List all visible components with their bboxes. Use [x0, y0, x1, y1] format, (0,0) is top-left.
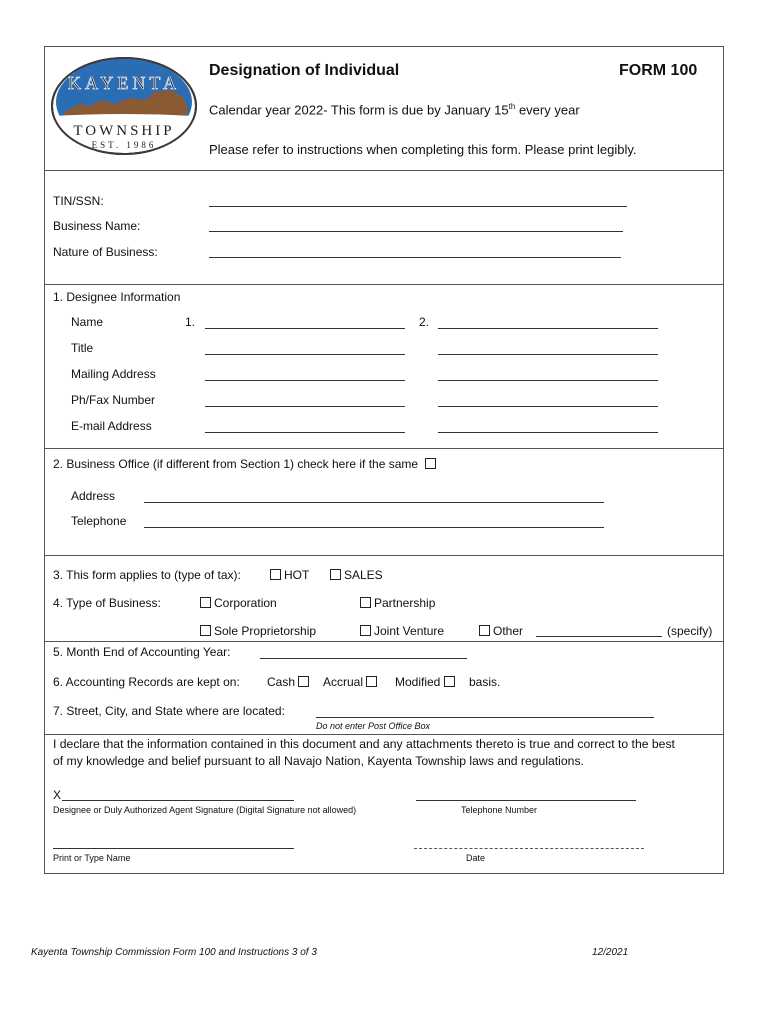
- divider: [44, 170, 724, 171]
- cash-option[interactable]: [267, 675, 312, 689]
- street-label: 7. Street, City, and State where are located:: [53, 704, 285, 718]
- calendar-text-end: every year: [518, 102, 580, 118]
- applies-label: 3. This form applies to (type of tax):: [53, 568, 241, 582]
- other-label: Other: [493, 624, 524, 638]
- divider: [44, 284, 724, 285]
- mailing1-field[interactable]: [205, 380, 405, 381]
- cash-checkbox[interactable]: [298, 676, 309, 687]
- month-end-field[interactable]: [260, 658, 467, 659]
- kayenta-township-logo: [50, 56, 198, 156]
- partnership-checkbox[interactable]: [360, 597, 371, 608]
- joint-label: Joint Venture: [374, 624, 445, 638]
- section2-heading-text: 2. Business Office (if different from Section 1) check here if the same: [53, 457, 419, 471]
- business-name-field[interactable]: [209, 231, 623, 232]
- instructions-text: Please refer to instructions when completing this form. Please print legibly.: [209, 142, 637, 157]
- name2-field[interactable]: [438, 328, 658, 329]
- signature-field[interactable]: [62, 800, 294, 801]
- hot-checkbox[interactable]: [270, 569, 281, 580]
- type-of-business-label: 4. Type of Business:: [53, 596, 161, 610]
- print-name-caption: Print or Type Name: [53, 853, 131, 863]
- email-label: E-mail Address: [71, 419, 152, 433]
- records-label: 6. Accounting Records are kept on:: [53, 675, 240, 689]
- accrual-checkbox[interactable]: [366, 676, 377, 687]
- basis-label: basis.: [469, 675, 501, 689]
- email1-field[interactable]: [205, 432, 405, 433]
- title1-field[interactable]: [205, 354, 405, 355]
- divider: [44, 448, 724, 449]
- mailing2-field[interactable]: [438, 380, 658, 381]
- hot-label: HOT: [284, 568, 310, 582]
- sole-label: Sole Proprietorship: [214, 624, 317, 638]
- specify-label: (specify): [667, 624, 713, 638]
- col2-number: 2.: [419, 315, 430, 329]
- footer-left: Kayenta Township Commission Form 100 and Instructions 3 of 3: [31, 947, 317, 958]
- tin-field[interactable]: [209, 206, 627, 207]
- print-name-field[interactable]: [53, 848, 294, 849]
- footer-date: 12/2021: [592, 947, 629, 958]
- nature-field[interactable]: [209, 257, 621, 258]
- corporation-checkbox[interactable]: [200, 597, 211, 608]
- form-title: Designation of Individual: [209, 62, 400, 79]
- divider: [44, 641, 724, 642]
- cash-label: Cash: [267, 675, 296, 689]
- mailing-label: Mailing Address: [71, 367, 156, 381]
- sales-checkbox[interactable]: [330, 569, 341, 580]
- section2-heading: [53, 457, 439, 471]
- date-field[interactable]: [414, 848, 644, 849]
- modified-label: Modified: [395, 675, 441, 689]
- phone1-field[interactable]: [205, 406, 405, 407]
- accrual-option[interactable]: [323, 675, 380, 689]
- corporation-label: Corporation: [214, 596, 277, 610]
- divider: [44, 734, 724, 735]
- logo-top-text: KAYENTA: [68, 73, 180, 93]
- logo-est-text: EST. 1986: [91, 140, 157, 150]
- calendar-text: Calendar year 2022- This form is due by January 15: [209, 102, 509, 118]
- partnership-label: Partnership: [374, 596, 436, 610]
- other-option[interactable]: [479, 624, 523, 638]
- no-po-note: Do not enter Post Office Box: [316, 721, 431, 731]
- declaration-line1: I declare that the information contained in this document and any attachments thereto is true and correct to the best: [53, 737, 675, 751]
- partnership-option[interactable]: [360, 596, 435, 610]
- phone-caption: Telephone Number: [461, 805, 538, 815]
- other-specify-field[interactable]: [536, 636, 662, 637]
- title2-field[interactable]: [438, 354, 658, 355]
- telephone-label: Telephone: [71, 514, 127, 528]
- address-label: Address: [71, 489, 116, 503]
- nature-label: Nature of Business:: [53, 245, 158, 259]
- date-caption: Date: [466, 853, 486, 863]
- logo-bottom-text: TOWNSHIP: [73, 123, 175, 139]
- divider: [44, 555, 724, 556]
- joint-option[interactable]: [360, 624, 444, 638]
- same-checkbox[interactable]: [425, 458, 436, 469]
- declaration-line2: of my knowledge and belief pursuant to all Navajo Nation, Kayenta Township laws and regulations.: [53, 754, 584, 768]
- title-label: Title: [71, 341, 94, 355]
- phone2-field[interactable]: [438, 406, 658, 407]
- hot-option[interactable]: [270, 568, 309, 582]
- corporation-option[interactable]: [200, 596, 277, 610]
- signature-caption: Designee or Duly Authorized Agent Signature (Digital Signature not allowed): [53, 805, 357, 815]
- col1-number: 1.: [185, 315, 196, 329]
- signature-x: X: [53, 788, 62, 802]
- sales-option[interactable]: [330, 568, 383, 582]
- other-checkbox[interactable]: [479, 625, 490, 636]
- street-field[interactable]: [316, 717, 654, 718]
- calendar-sup: th: [508, 102, 516, 111]
- name-label: Name: [71, 315, 104, 329]
- name1-field[interactable]: [205, 328, 405, 329]
- telephone-field[interactable]: [144, 527, 604, 528]
- calendar-notice: [209, 102, 580, 117]
- tin-label: TIN/SSN:: [53, 194, 104, 208]
- section1-heading: 1. Designee Information: [53, 290, 181, 304]
- email2-field[interactable]: [438, 432, 658, 433]
- address-field[interactable]: [144, 502, 604, 503]
- sales-label: SALES: [344, 568, 383, 582]
- telephone-number-field[interactable]: [416, 800, 636, 801]
- joint-checkbox[interactable]: [360, 625, 371, 636]
- business-name-label: Business Name:: [53, 219, 141, 233]
- month-end-label: 5. Month End of Accounting Year:: [53, 645, 231, 659]
- accrual-label: Accrual: [323, 675, 364, 689]
- form-id: FORM 100: [619, 62, 698, 79]
- modified-option[interactable]: [395, 675, 458, 689]
- sole-checkbox[interactable]: [200, 625, 211, 636]
- modified-checkbox[interactable]: [444, 676, 455, 687]
- sole-option[interactable]: [200, 624, 316, 638]
- phone-label: Ph/Fax Number: [71, 393, 156, 407]
